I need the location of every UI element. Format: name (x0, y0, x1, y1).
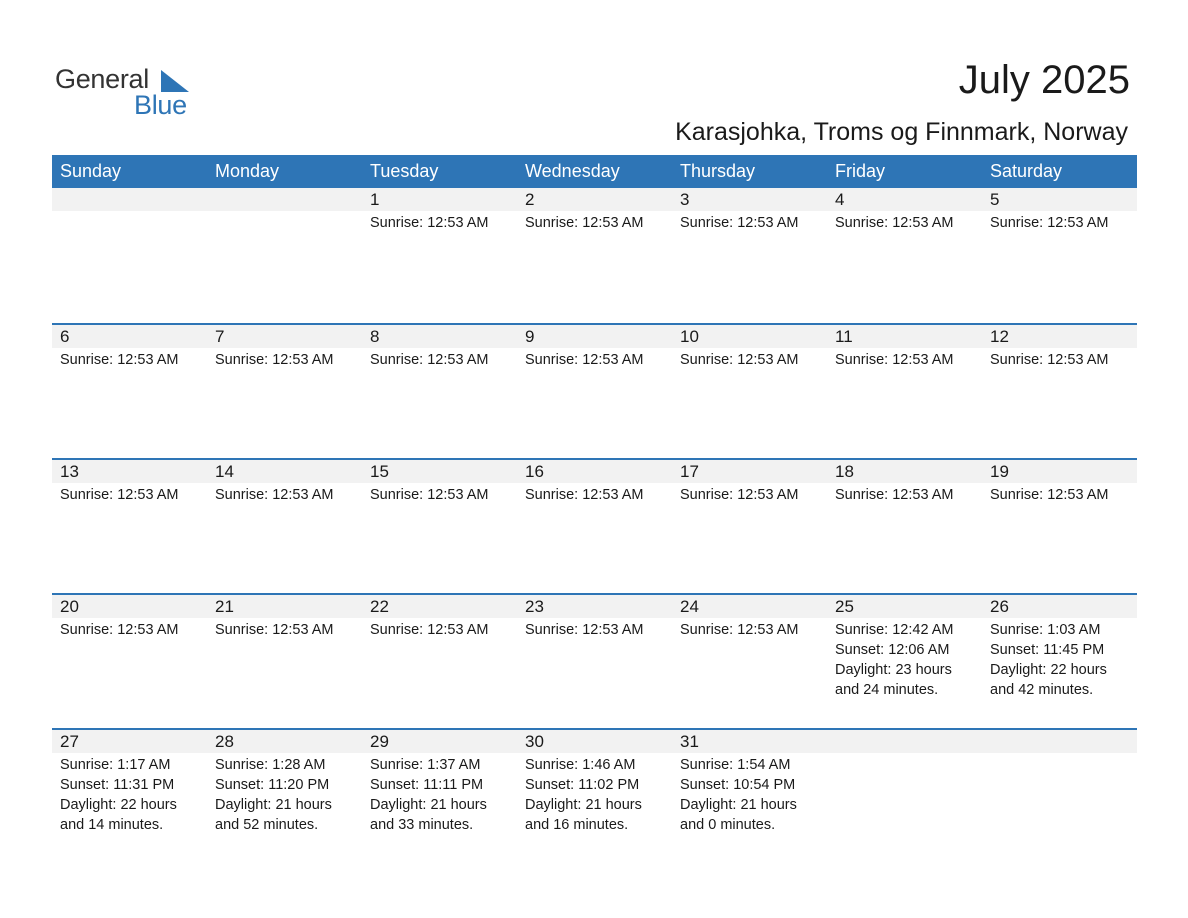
day-info-line: Sunrise: 12:53 AM (370, 622, 489, 638)
day-info-line: and 42 minutes. (990, 682, 1094, 698)
day-cell (672, 595, 827, 728)
day-info-line: Sunset: 11:02 PM (525, 777, 640, 793)
week-row (52, 188, 1137, 323)
day-info (827, 483, 982, 505)
day-info-line: Sunrise: 12:53 AM (60, 352, 179, 368)
day-info-line: Daylight: 22 hours (60, 797, 177, 813)
weekday-thursday: Thursday (680, 161, 756, 181)
day-number: 18 (827, 460, 982, 483)
day-info-line: Sunrise: 12:53 AM (525, 215, 644, 231)
day-number: 30 (517, 730, 672, 753)
day-number (982, 730, 1137, 753)
page-title: July 2025 (958, 58, 1130, 102)
day-info (517, 483, 672, 505)
day-number (207, 188, 362, 211)
day-info-line: Sunrise: 1:03 AM (990, 622, 1101, 638)
day-number: 25 (827, 595, 982, 618)
day-info (362, 483, 517, 505)
day-cell (207, 460, 362, 593)
day-number: 22 (362, 595, 517, 618)
logo (55, 64, 205, 120)
day-number: 2 (517, 188, 672, 211)
day-info-line: and 52 minutes. (215, 817, 319, 833)
day-cell (672, 188, 827, 323)
day-info-line: Sunrise: 12:53 AM (835, 352, 954, 368)
day-info (52, 753, 207, 835)
day-info (207, 618, 362, 640)
week-row (52, 728, 1137, 863)
day-number: 20 (52, 595, 207, 618)
day-number: 16 (517, 460, 672, 483)
day-cell (827, 188, 982, 323)
day-cell (982, 460, 1137, 593)
day-number: 29 (362, 730, 517, 753)
day-number: 14 (207, 460, 362, 483)
day-info-line: Sunrise: 12:53 AM (680, 352, 799, 368)
day-info (52, 618, 207, 640)
day-info-line: Sunrise: 12:53 AM (215, 352, 334, 368)
day-info-line: Sunset: 10:54 PM (680, 777, 796, 793)
day-number: 28 (207, 730, 362, 753)
day-number: 13 (52, 460, 207, 483)
day-info-line: Sunset: 12:06 AM (835, 642, 950, 658)
day-info (207, 348, 362, 370)
day-info-line: Sunrise: 12:53 AM (370, 352, 489, 368)
day-number: 19 (982, 460, 1137, 483)
day-number: 12 (982, 325, 1137, 348)
day-number: 10 (672, 325, 827, 348)
day-cell (52, 730, 207, 863)
day-info (672, 348, 827, 370)
day-cell (517, 325, 672, 458)
day-info (207, 483, 362, 505)
day-cell (517, 188, 672, 323)
weekday-sunday: Sunday (60, 161, 122, 181)
day-info-line: Sunrise: 1:46 AM (525, 757, 636, 773)
day-info-line: and 24 minutes. (835, 682, 939, 698)
day-number: 26 (982, 595, 1137, 618)
day-info-line: Sunset: 11:11 PM (370, 777, 484, 793)
day-number: 23 (517, 595, 672, 618)
day-info (362, 211, 517, 233)
day-info (362, 618, 517, 640)
day-info (362, 753, 517, 835)
day-info-line: and 33 minutes. (370, 817, 474, 833)
day-number: 24 (672, 595, 827, 618)
weekday-monday: Monday (215, 161, 280, 181)
day-info-line: Daylight: 21 hours (680, 797, 797, 813)
day-info-line: Sunrise: 12:53 AM (835, 487, 954, 503)
day-info (52, 348, 207, 370)
day-cell (207, 730, 362, 863)
day-info-line: and 0 minutes. (680, 817, 776, 833)
day-info-line: Sunset: 11:31 PM (60, 777, 175, 793)
day-info (672, 483, 827, 505)
day-cell (362, 595, 517, 728)
day-cell (52, 595, 207, 728)
day-info (982, 618, 1137, 700)
day-cell (517, 460, 672, 593)
day-number: 7 (207, 325, 362, 348)
day-info (827, 211, 982, 233)
day-info (982, 483, 1137, 505)
day-cell (827, 595, 982, 728)
day-cell (517, 730, 672, 863)
day-info-line: Sunrise: 12:53 AM (60, 487, 179, 503)
day-cell (672, 460, 827, 593)
day-info-line: Daylight: 21 hours (525, 797, 642, 813)
day-info-line: Sunrise: 12:53 AM (525, 487, 644, 503)
empty-day-cell (207, 188, 362, 323)
day-number: 9 (517, 325, 672, 348)
empty-day-cell (827, 730, 982, 863)
weekday-header (52, 155, 1137, 188)
location-subtitle: Karasjohka, Troms og Finnmark, Norway (675, 118, 1128, 146)
day-number: 1 (362, 188, 517, 211)
day-number: 5 (982, 188, 1137, 211)
day-cell (982, 188, 1137, 323)
day-info-line: Daylight: 21 hours (370, 797, 487, 813)
day-info-line: Sunrise: 12:53 AM (680, 622, 799, 638)
day-info-line: Sunrise: 1:54 AM (680, 757, 791, 773)
day-info-line: Daylight: 22 hours (990, 662, 1107, 678)
day-info (52, 483, 207, 505)
day-info-line: Daylight: 23 hours (835, 662, 952, 678)
day-cell (672, 730, 827, 863)
day-info-line: Sunrise: 12:53 AM (60, 622, 179, 638)
week-row (52, 458, 1137, 593)
day-info (672, 753, 827, 835)
weekday-saturday: Saturday (990, 161, 1063, 181)
weekday-friday: Friday (835, 161, 886, 181)
day-info-line: Sunrise: 12:53 AM (680, 215, 799, 231)
day-cell (362, 325, 517, 458)
day-cell (982, 595, 1137, 728)
day-info-line: Sunrise: 12:53 AM (370, 215, 489, 231)
day-info-line: Sunrise: 12:53 AM (525, 622, 644, 638)
day-number: 6 (52, 325, 207, 348)
day-info-line: Sunset: 11:20 PM (215, 777, 330, 793)
day-info (982, 348, 1137, 370)
weekday-wednesday: Wednesday (525, 161, 620, 181)
day-cell (52, 325, 207, 458)
day-info (827, 618, 982, 700)
weekday-tuesday: Tuesday (370, 161, 439, 181)
day-number (827, 730, 982, 753)
day-info-line: Sunrise: 12:53 AM (370, 487, 489, 503)
day-number: 15 (362, 460, 517, 483)
day-cell (362, 730, 517, 863)
day-info (672, 211, 827, 233)
day-info (517, 753, 672, 835)
day-cell (827, 460, 982, 593)
empty-day-cell (982, 730, 1137, 863)
day-info-line: Sunrise: 12:53 AM (990, 215, 1109, 231)
day-info (672, 618, 827, 640)
day-number: 3 (672, 188, 827, 211)
day-number: 21 (207, 595, 362, 618)
day-number: 27 (52, 730, 207, 753)
day-info-line: Sunrise: 1:17 AM (60, 757, 171, 773)
day-cell (517, 595, 672, 728)
day-info-line: Sunrise: 1:37 AM (370, 757, 481, 773)
day-cell (52, 460, 207, 593)
day-cell (362, 460, 517, 593)
day-info-line: Daylight: 21 hours (215, 797, 332, 813)
day-info-line: Sunrise: 12:53 AM (680, 487, 799, 503)
logo-text-blue: Blue (134, 90, 187, 120)
empty-day-cell (52, 188, 207, 323)
logo-triangle-icon (161, 70, 191, 92)
day-info (982, 211, 1137, 233)
day-number: 31 (672, 730, 827, 753)
week-row (52, 323, 1137, 458)
day-info-line: Sunrise: 12:53 AM (525, 352, 644, 368)
day-cell (362, 188, 517, 323)
day-info-line: Sunrise: 12:53 AM (215, 487, 334, 503)
day-info-line: Sunrise: 12:53 AM (835, 215, 954, 231)
day-info-line: Sunrise: 12:53 AM (215, 622, 334, 638)
day-cell (207, 595, 362, 728)
day-cell (827, 325, 982, 458)
day-info (827, 348, 982, 370)
logo-text-general: General (55, 64, 149, 94)
day-info (517, 618, 672, 640)
day-info-line: Sunrise: 1:28 AM (215, 757, 326, 773)
day-info (207, 753, 362, 835)
day-info (517, 348, 672, 370)
day-cell (982, 325, 1137, 458)
day-number: 11 (827, 325, 982, 348)
day-info (362, 348, 517, 370)
day-info-line: Sunrise: 12:53 AM (990, 352, 1109, 368)
day-number: 17 (672, 460, 827, 483)
day-info-line: Sunset: 11:45 PM (990, 642, 1105, 658)
day-number (52, 188, 207, 211)
calendar-body (52, 188, 1137, 863)
day-cell (207, 325, 362, 458)
day-info-line: Sunrise: 12:53 AM (990, 487, 1109, 503)
day-info-line: and 16 minutes. (525, 817, 629, 833)
day-number: 8 (362, 325, 517, 348)
day-info (517, 211, 672, 233)
calendar (52, 155, 1137, 863)
week-row (52, 593, 1137, 728)
day-number: 4 (827, 188, 982, 211)
day-info-line: and 14 minutes. (60, 817, 164, 833)
day-info-line: Sunrise: 12:42 AM (835, 622, 954, 638)
day-cell (672, 325, 827, 458)
